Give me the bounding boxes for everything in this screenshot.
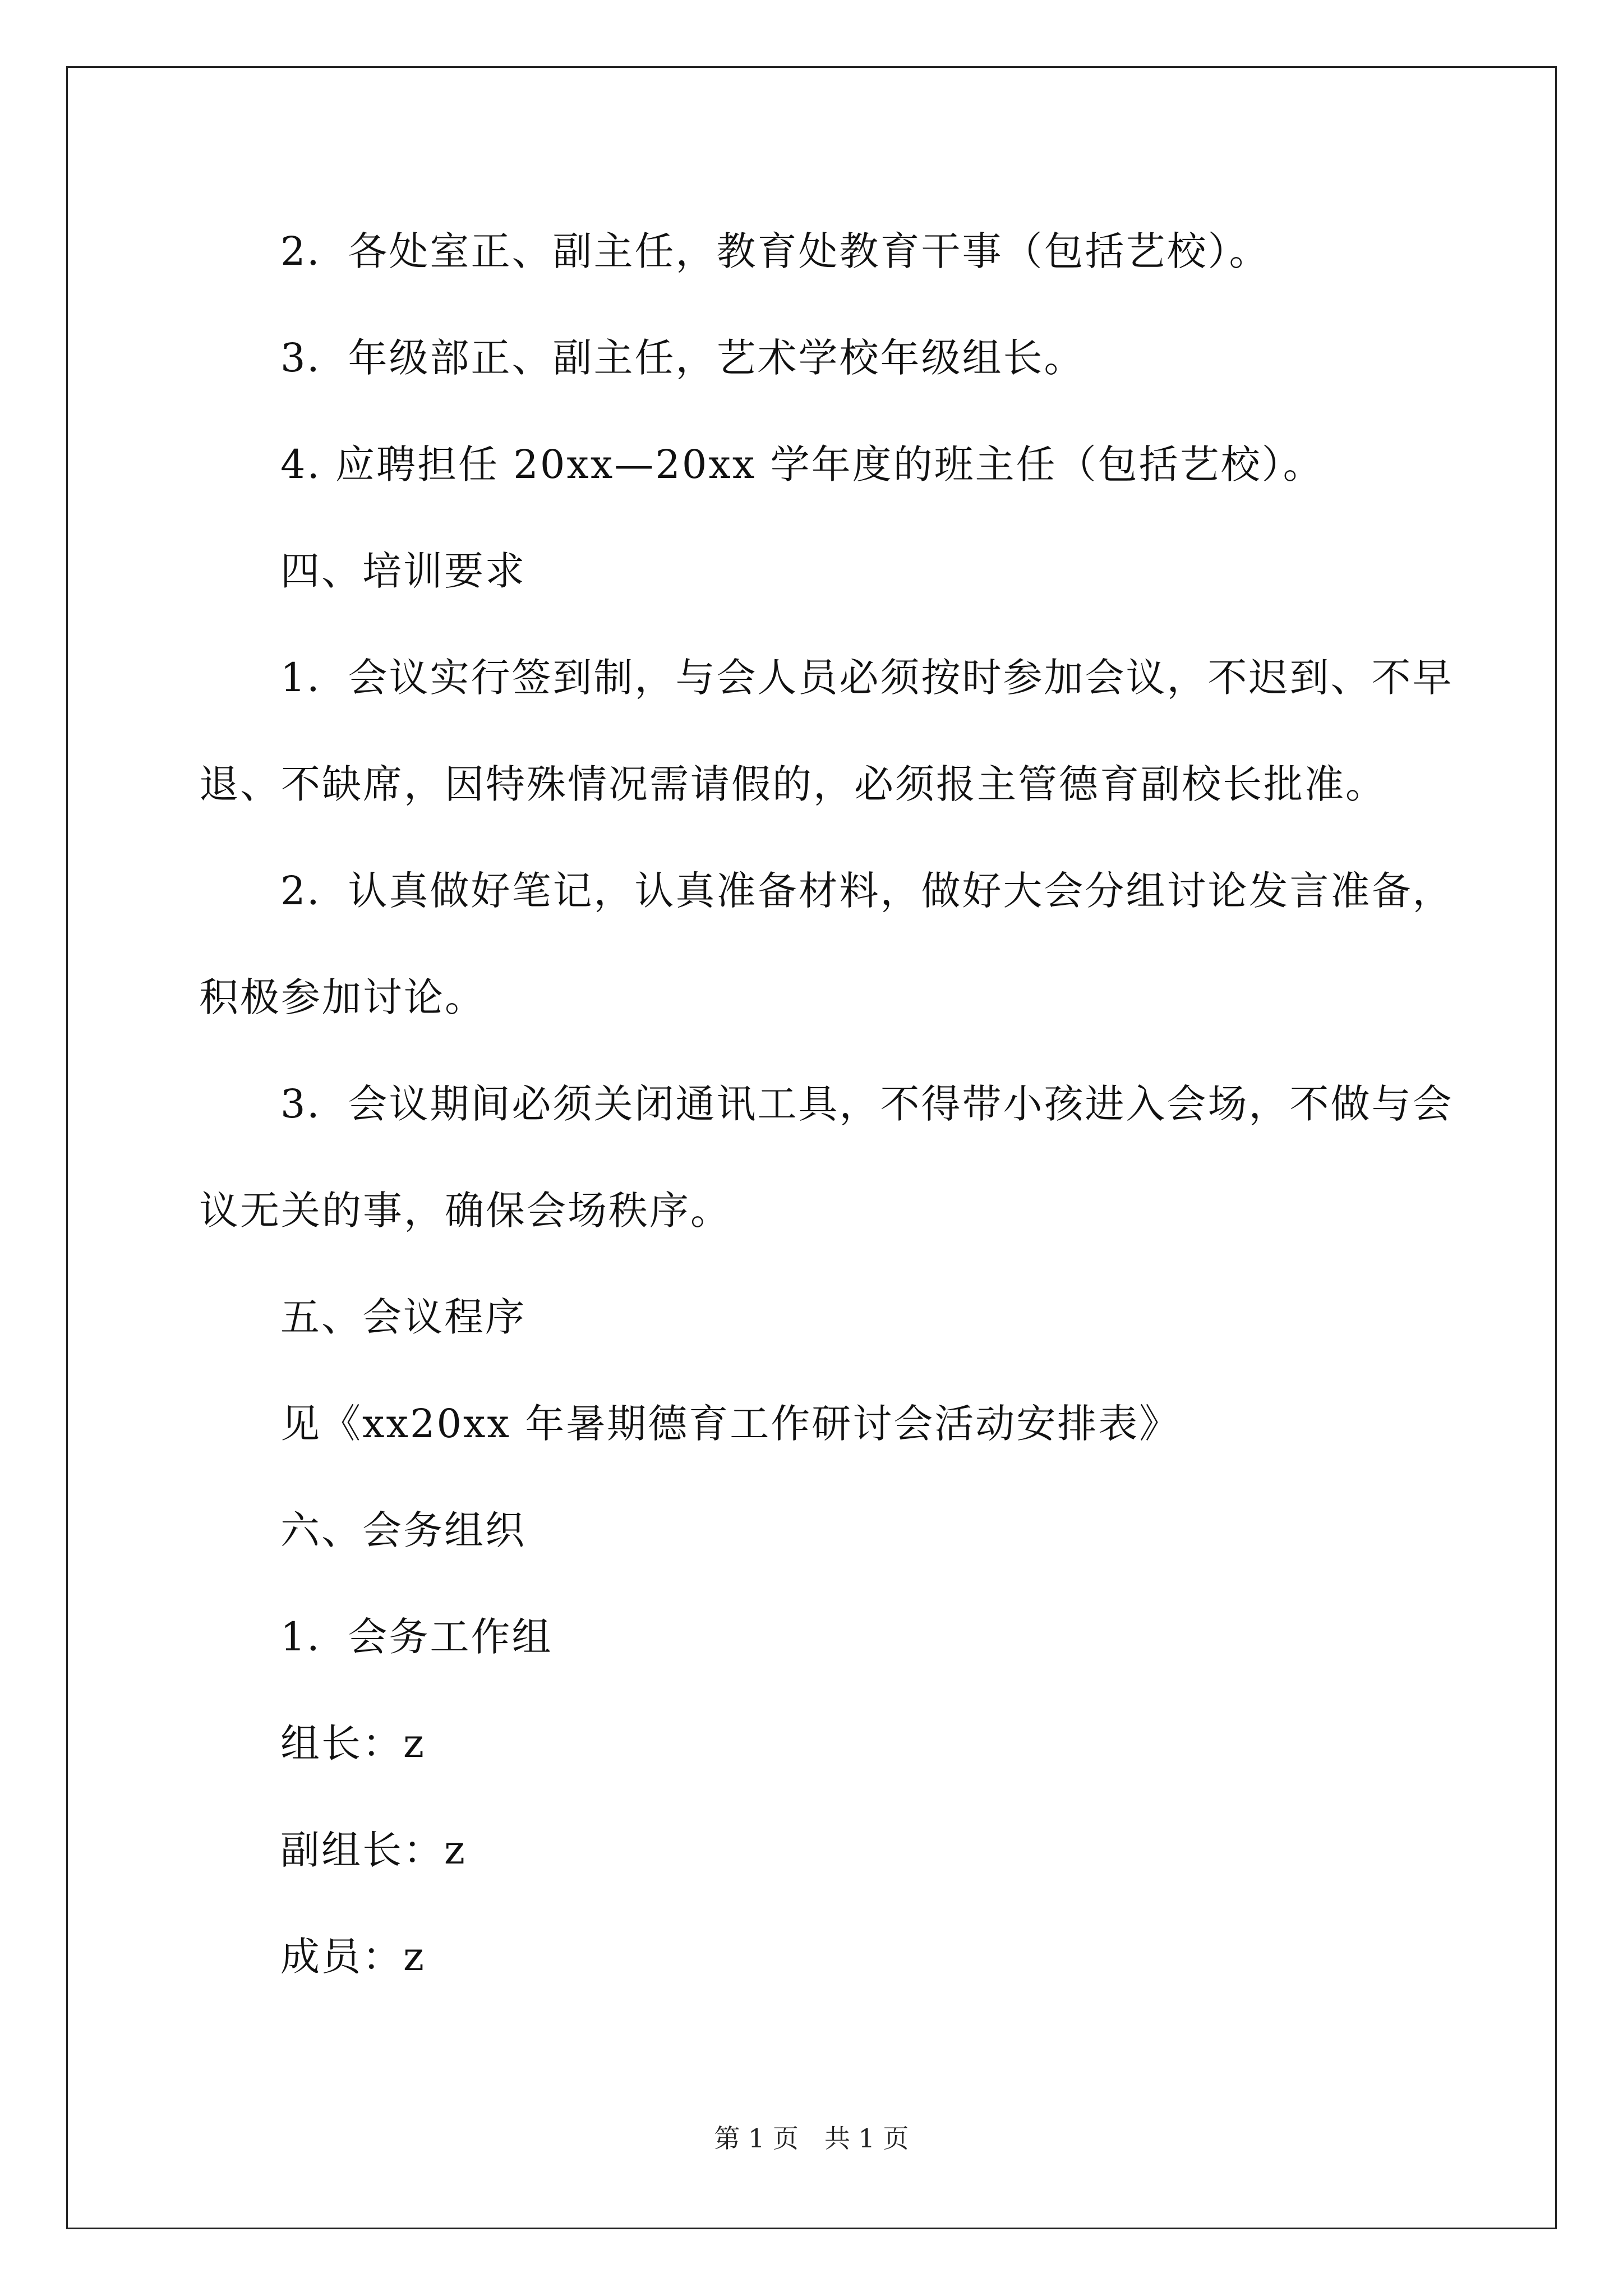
text-line: 见《xx20xx 年暑期德育工作研讨会活动安排表》 <box>280 1401 1181 1447</box>
page-number-footer: 第 1 页 共 1 页 <box>714 2123 909 2154</box>
text-line: 4. 应聘担任 20xx—20xx 学年度的班主任（包括艺校）。 <box>280 441 1324 487</box>
text-line: 2．认真做好笔记，认真准备材料，做好大会分组讨论发言准备， <box>280 868 1454 914</box>
text-line: 1．会议实行签到制，与会人员必须按时参加会议，不迟到、不早 <box>280 655 1454 701</box>
text-line: 成员：z <box>280 1934 426 1980</box>
text-line: 积极参加讨论。 <box>199 974 486 1020</box>
section-heading: 五、会议程序 <box>280 1294 526 1340</box>
section-heading: 四、培训要求 <box>280 548 526 594</box>
text-line: 退、不缺席，因特殊情况需请假的，必须报主管德育副校长批准。 <box>199 761 1386 807</box>
text-line: 3．会议期间必须关闭通讯工具，不得带小孩进入会场，不做与会 <box>280 1081 1454 1127</box>
page-border <box>66 66 1557 2229</box>
text-line: 2．各处室正、副主任，教育处教育干事（包括艺校）。 <box>280 228 1270 274</box>
text-line: 组长：z <box>280 1720 426 1766</box>
text-line: 1．会务工作组 <box>280 1614 553 1660</box>
text-line: 3．年级部正、副主任，艺术学校年级组长。 <box>280 335 1085 381</box>
text-line: 副组长：z <box>280 1827 467 1873</box>
section-heading: 六、会务组织 <box>280 1507 526 1553</box>
text-line: 议无关的事，确保会场秩序。 <box>199 1188 731 1234</box>
